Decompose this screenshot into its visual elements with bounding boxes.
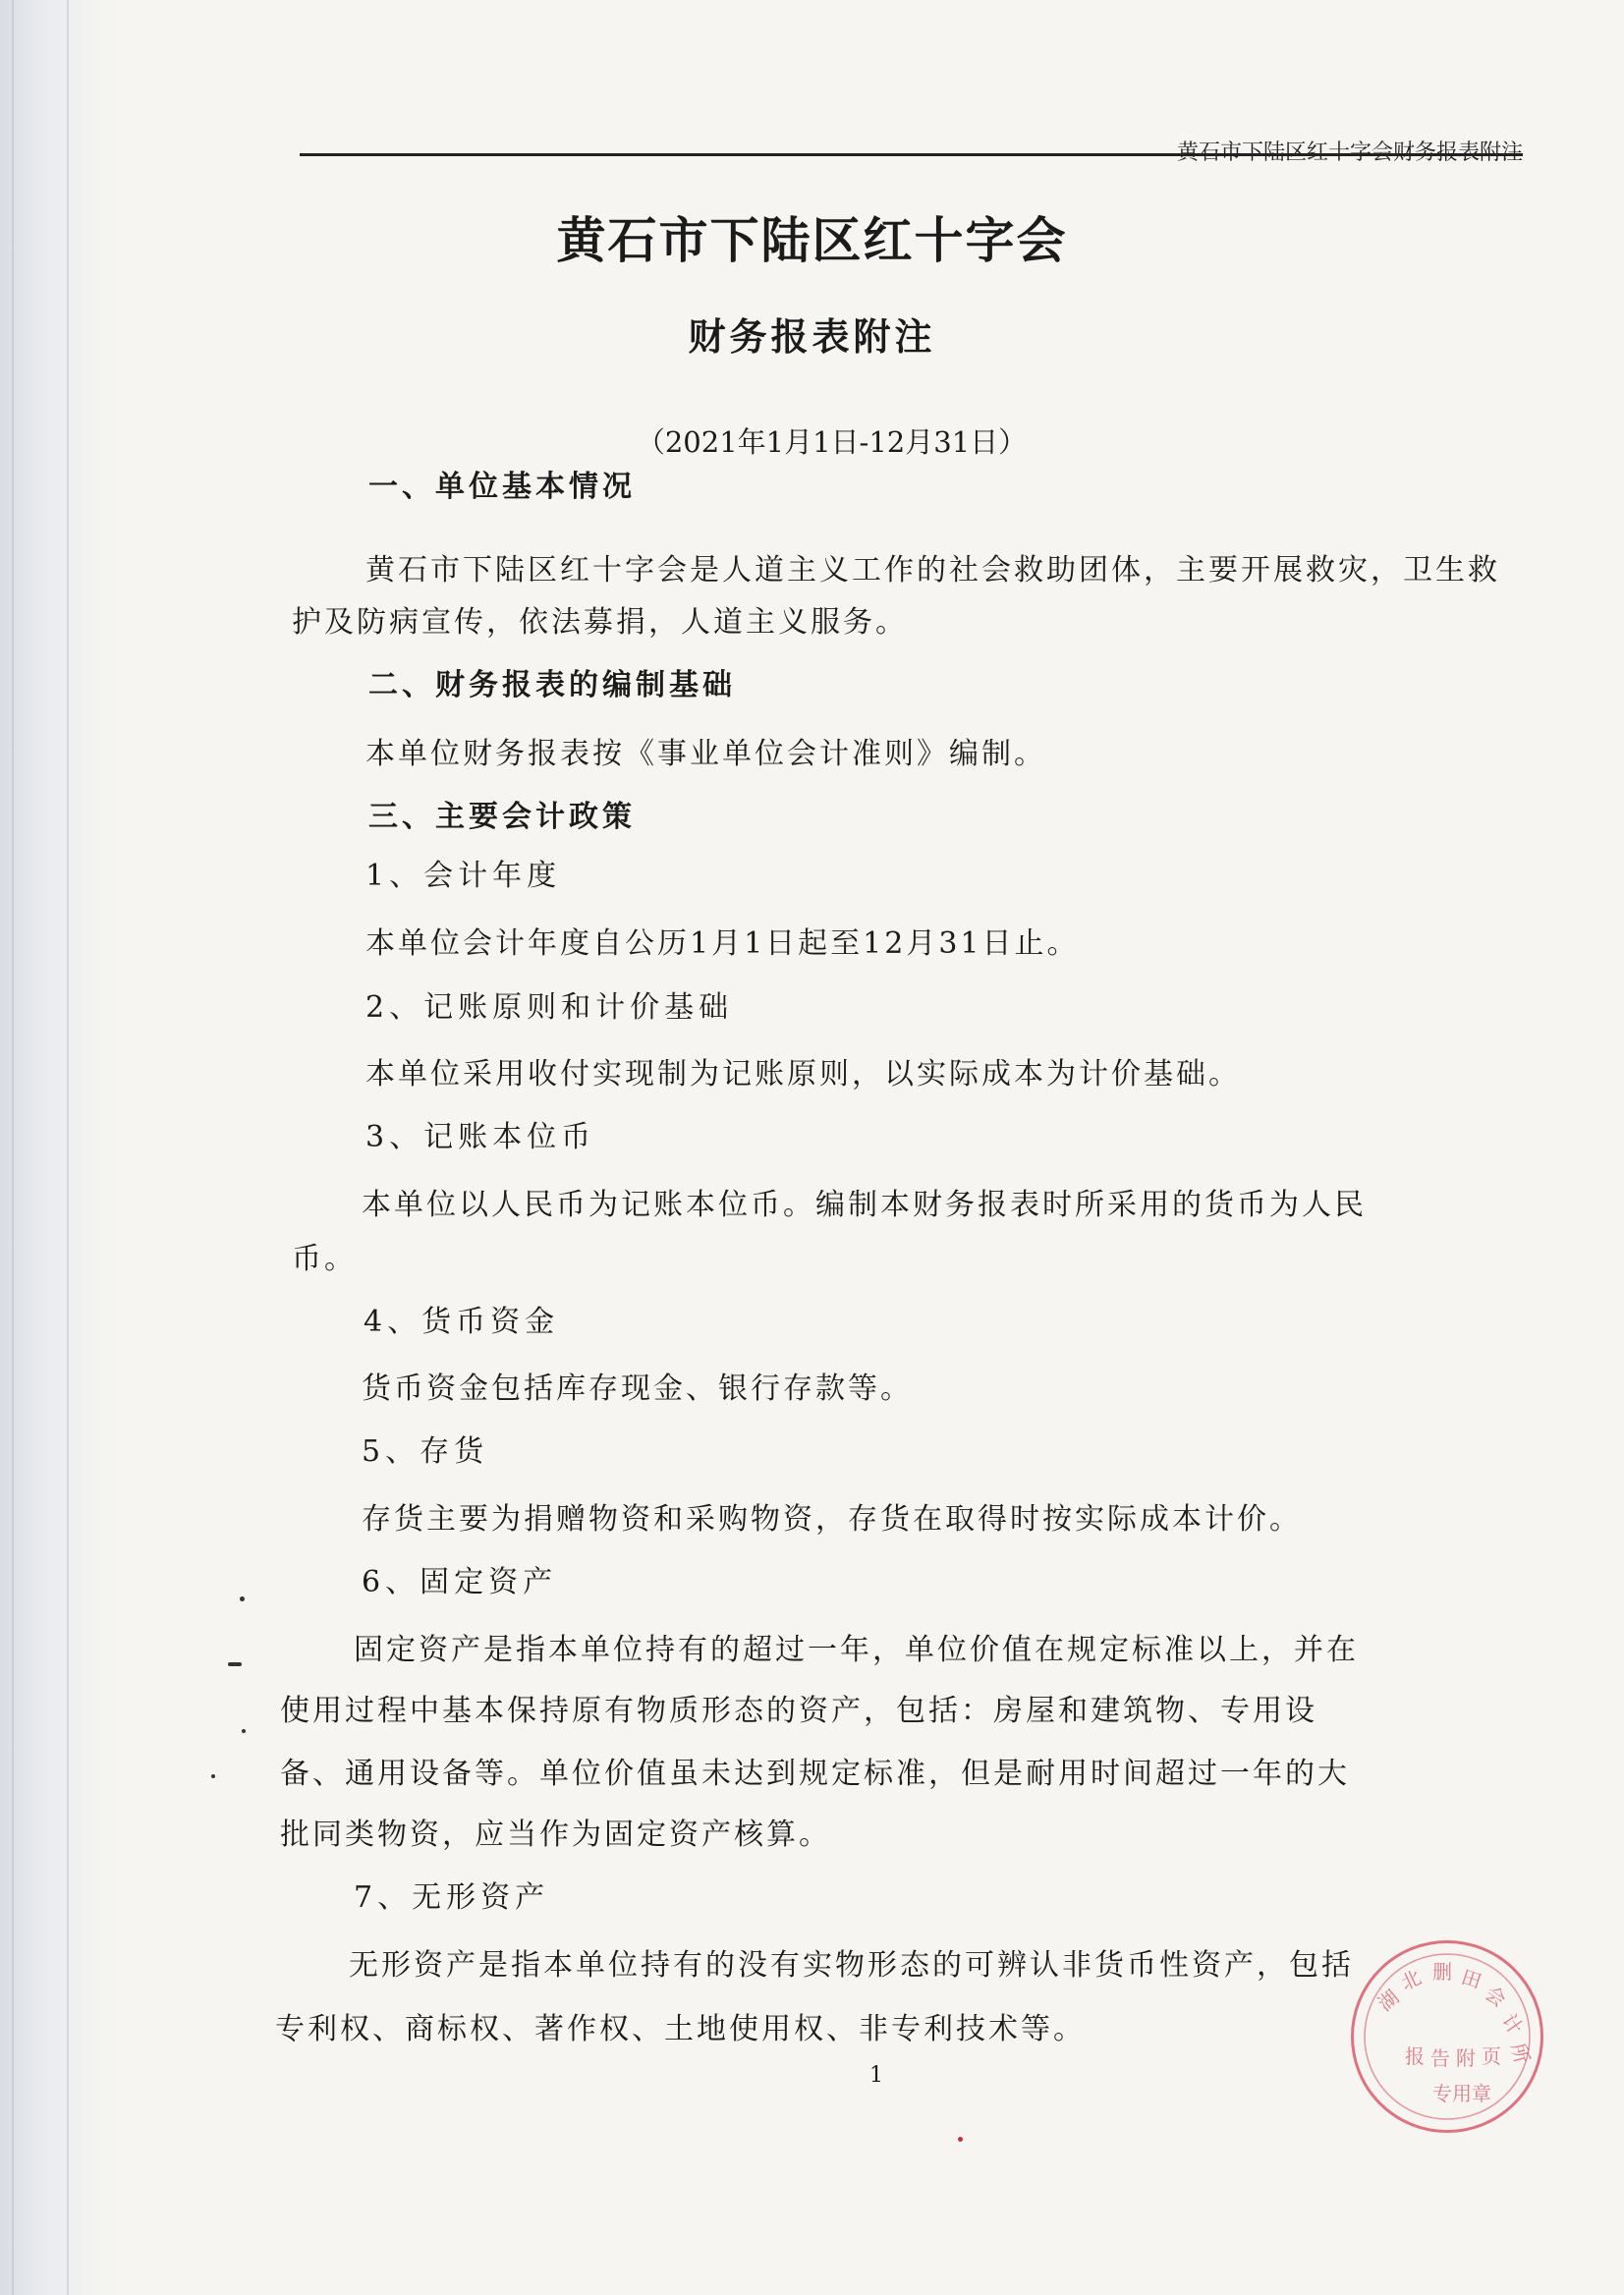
item-title: 7、无形资产: [354, 1880, 550, 1915]
paragraph-line: 护及防病宣传，依法募捐，人道主义服务。: [292, 605, 908, 640]
item-title: 1、会计年度: [365, 859, 562, 893]
paragraph-line: 存货主要为捐赠物资和采购物资，存货在取得时按实际成本计价。: [362, 1502, 1302, 1537]
running-header: 黄石市下陆区红十字会财务报表附注: [1176, 140, 1523, 165]
svg-text:所: 所: [1506, 2041, 1535, 2066]
paragraph-line: 币。: [292, 1242, 357, 1276]
scan-speck: [228, 1662, 242, 1666]
item-title: 2、记账原则和计价基础: [365, 990, 734, 1025]
svg-text:田: 田: [1458, 1964, 1484, 1993]
svg-text:报: 报: [1405, 2044, 1425, 2068]
paragraph-line: 本单位采用收付实现制为记账原则，以实际成本为计价基础。: [365, 1057, 1241, 1092]
svg-text:北: 北: [1396, 1965, 1426, 1995]
scan-speck: [211, 1774, 215, 1778]
official-seal: [1351, 1940, 1543, 2133]
svg-text:页: 页: [1482, 2044, 1501, 2068]
page-number: 1: [869, 2063, 883, 2088]
svg-text:附: 附: [1456, 2046, 1476, 2070]
document-subtitle: 财务报表附注: [688, 315, 936, 359]
section-heading: 三、主要会计政策: [368, 800, 636, 834]
svg-text:会: 会: [1481, 1981, 1511, 2012]
svg-text:删: 删: [1432, 1960, 1452, 1984]
section-heading: 二、财务报表的编制基础: [368, 668, 736, 702]
paragraph-line: 无形资产是指本单位持有的没有实物形态的可辨认非货币性资产，包括: [349, 1948, 1354, 1983]
paragraph-line: 黄石市下陆区红十字会是人道主义工作的社会救助团体，主要开展救灾，卫生救: [365, 553, 1500, 588]
document-title: 黄石市下陆区红十字会: [556, 212, 1068, 269]
paragraph-line: 固定资产是指本单位持有的超过一年，单位价值在规定标准以上，并在: [354, 1633, 1359, 1667]
paragraph-line: 本单位会计年度自公历1月1日起至12月31日止。: [365, 926, 1080, 961]
seal-icon: [1354, 1943, 1540, 2130]
scan-speck: [242, 1729, 246, 1733]
scan-speck-red: [958, 2137, 963, 2142]
paragraph-line: 本单位财务报表按《事业单位会计准则》编制。: [365, 737, 1046, 771]
svg-text:计: 计: [1496, 2009, 1529, 2040]
item-title: 3、记账本位币: [365, 1120, 596, 1154]
paragraph-line: 批同类物资，应当作为固定资产核算。: [280, 1818, 831, 1852]
item-title: 6、固定资产: [362, 1565, 558, 1599]
paragraph-line: 本单位以人民币为记账本位币。编制本财务报表时所采用的货币为人民: [362, 1188, 1367, 1222]
svg-text:专用章: 专用章: [1432, 2082, 1491, 2105]
svg-text:告: 告: [1430, 2046, 1450, 2070]
scan-speck: [240, 1596, 245, 1601]
item-title: 4、货币资金: [364, 1305, 560, 1339]
paragraph-line: 使用过程中基本保持原有物质形态的资产，包括：房屋和建筑物、专用设: [280, 1694, 1317, 1728]
paragraph-line: 专利权、商标权、著作权、土地使用权、非专利技术等。: [275, 2012, 1086, 2046]
reporting-period: （2021年1月1日-12月31日）: [636, 425, 1028, 459]
paragraph-line: 货币资金包括库存现金、银行存款等。: [362, 1371, 913, 1406]
item-title: 5、存货: [362, 1434, 489, 1469]
section-heading: 一、单位基本情况: [368, 470, 636, 504]
svg-text:湖: 湖: [1372, 1985, 1404, 2016]
paragraph-line: 备、通用设备等。单位价值虽未达到规定标准，但是耐用时间超过一年的大: [280, 1757, 1350, 1791]
